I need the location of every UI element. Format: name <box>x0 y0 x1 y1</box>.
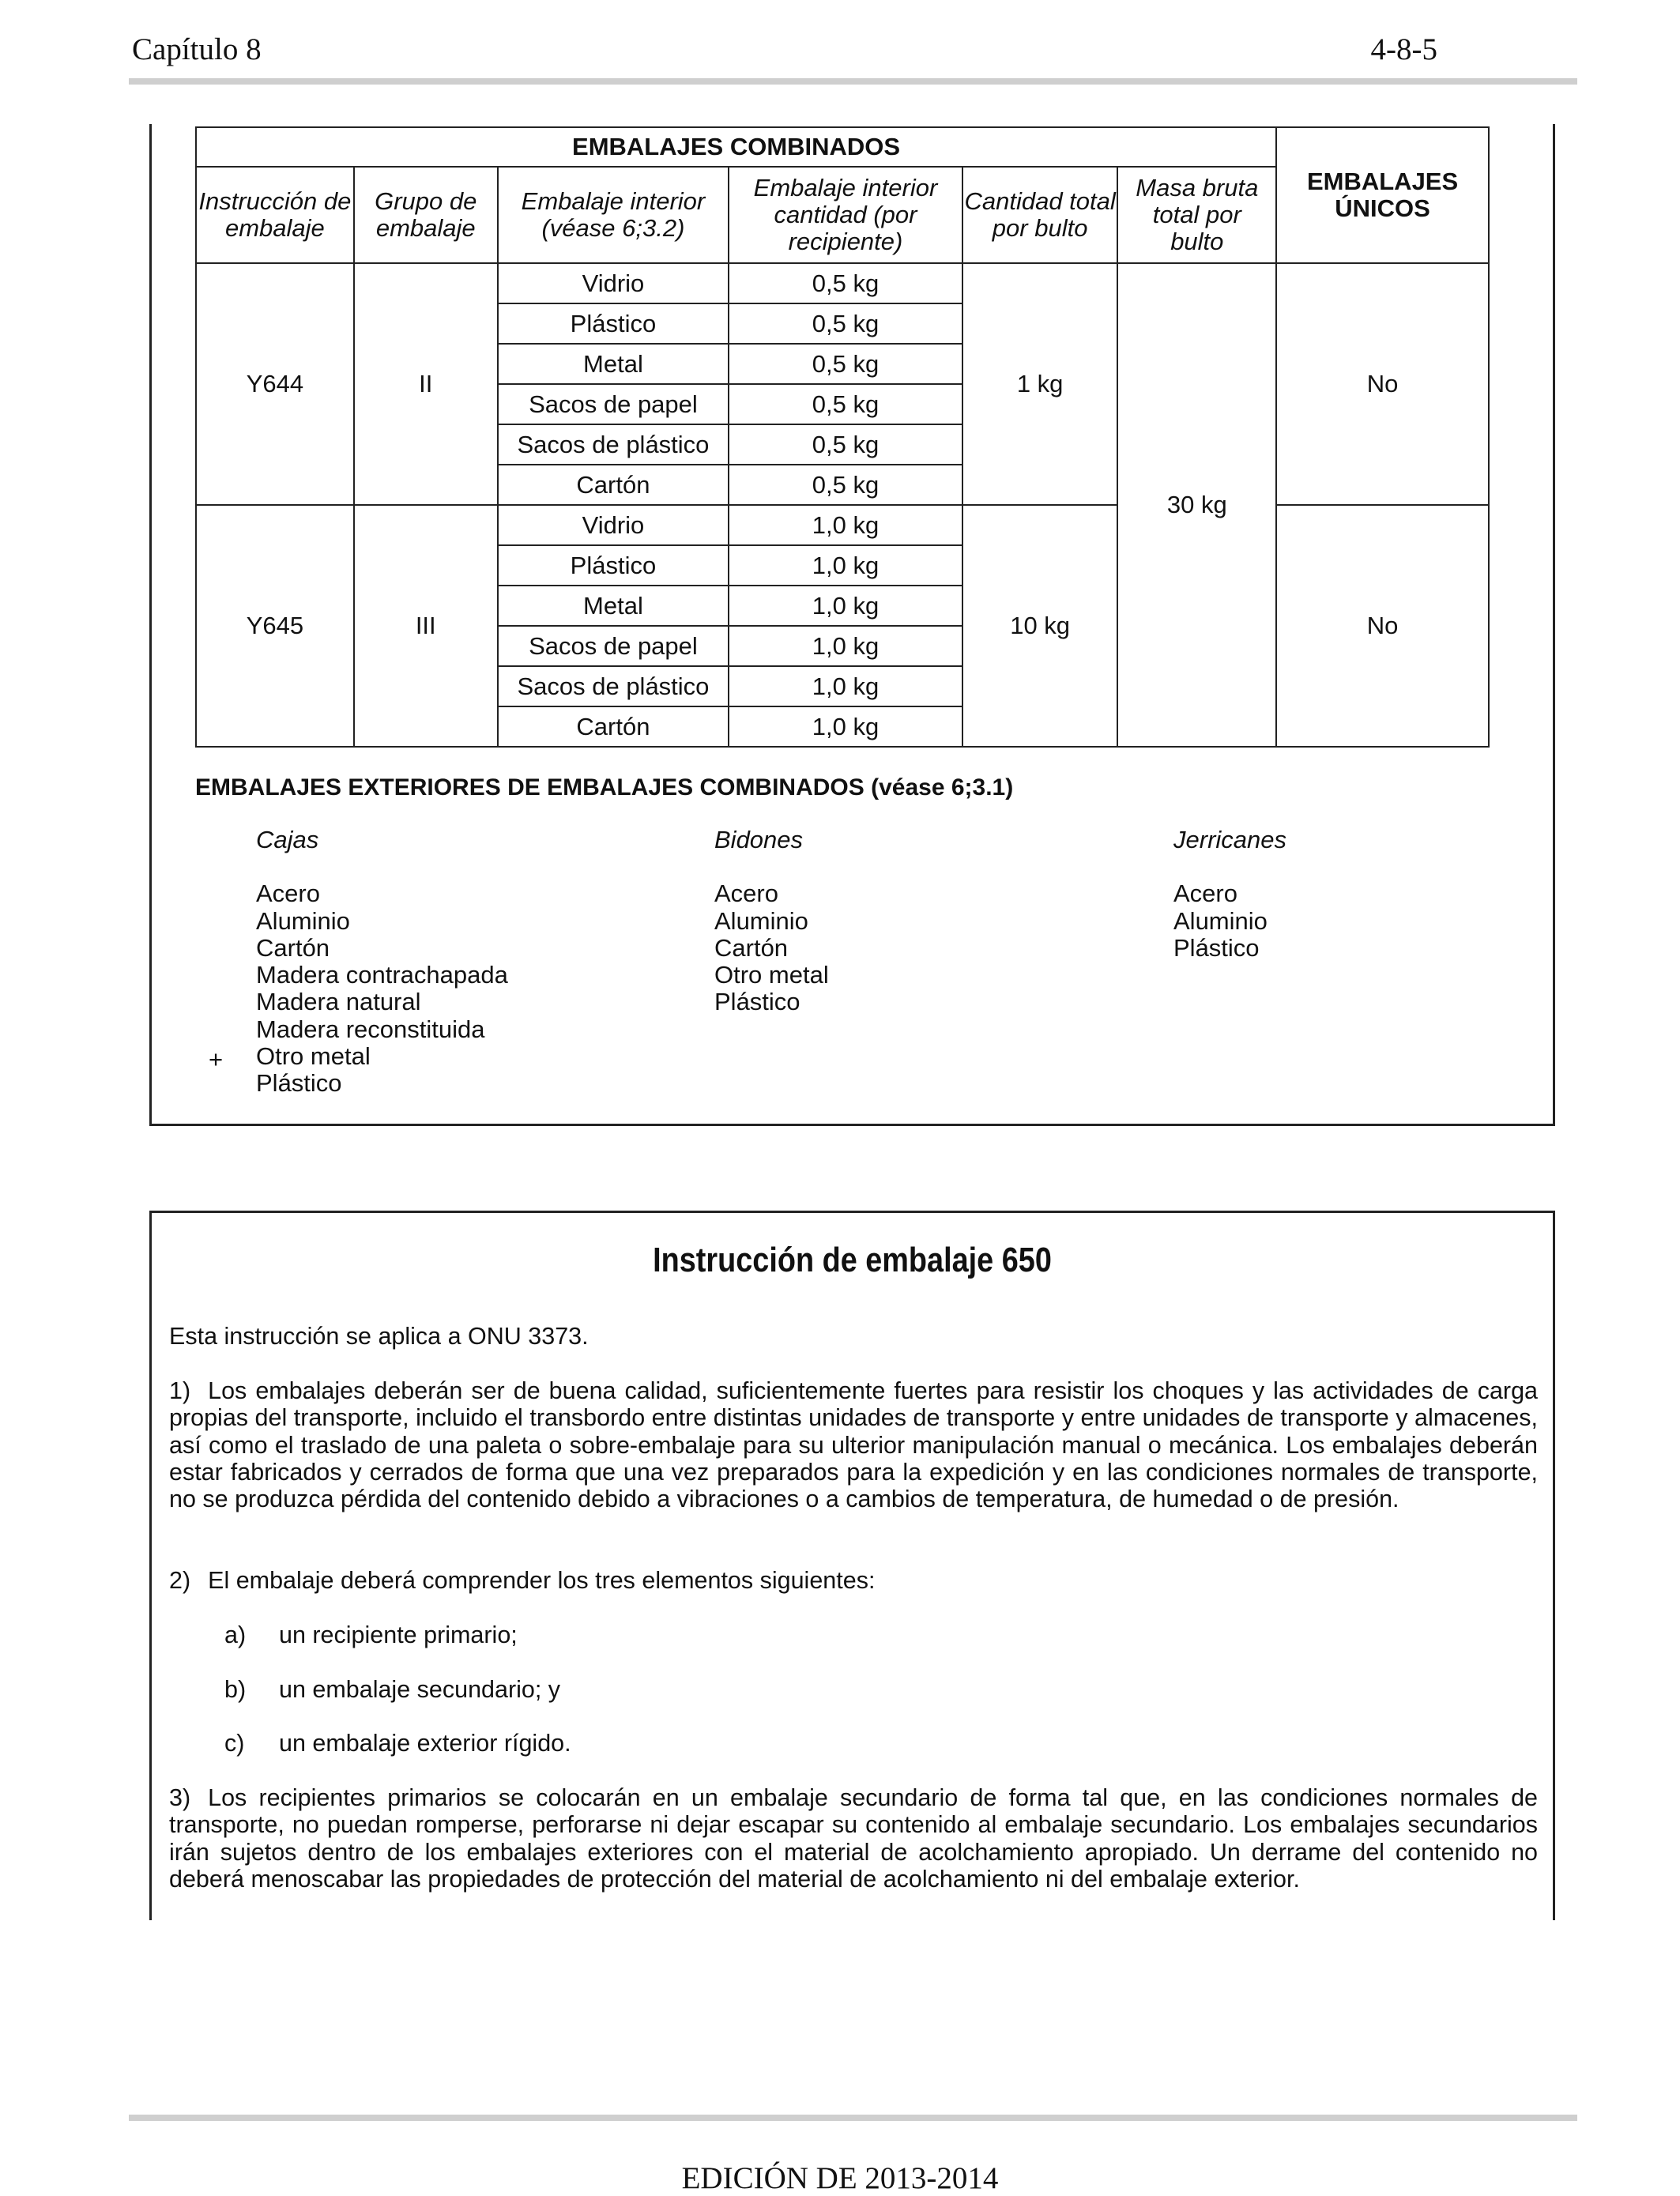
page-number: 4-8-5 <box>1370 32 1437 66</box>
list-item-label: a) <box>224 1622 247 1648</box>
list-item-text: un embalaje exterior rígido. <box>279 1730 571 1757</box>
material-cell: Plástico <box>498 545 729 586</box>
box-border-right <box>1553 1296 1555 1920</box>
quantity-cell: 1,0 kg <box>729 545 962 586</box>
outer-item: Aluminio <box>1173 906 1268 935</box>
single-packaging-cell: No <box>1276 505 1489 747</box>
single-packaging-header: EMBALAJES ÚNICOS <box>1276 127 1489 263</box>
quantity-cell: 1,0 kg <box>729 505 962 545</box>
col-header-inner-packaging: Embalaje interior (véase 6;3.2) <box>498 167 729 263</box>
single-packaging-cell: No <box>1276 263 1489 505</box>
quantity-cell: 1,0 kg <box>729 626 962 666</box>
quantity-cell: 0,5 kg <box>729 465 962 505</box>
col-header-instruction: Instrucción de embalaje <box>196 167 354 263</box>
quantity-cell: 0,5 kg <box>729 424 962 465</box>
quantity-cell: 1,0 kg <box>729 666 962 706</box>
paragraph-number: 1) <box>169 1377 191 1404</box>
outer-item: Cartón <box>714 933 789 962</box>
paragraph-1 <box>169 1377 1538 1512</box>
paragraph-3 <box>169 1784 1538 1893</box>
col-header-total-quantity: Cantidad total por bulto <box>962 167 1118 263</box>
outer-item: Plástico <box>714 988 800 1016</box>
material-cell: Cartón <box>498 706 729 747</box>
outer-item: Madera reconstituida <box>256 1015 485 1043</box>
material-cell: Metal <box>498 586 729 626</box>
quantity-cell: 0,5 kg <box>729 303 962 344</box>
group-cell: III <box>354 505 498 747</box>
outer-column-heading: Bidones <box>714 826 804 853</box>
quantity-cell: 0,5 kg <box>729 384 962 424</box>
material-cell: Metal <box>498 344 729 384</box>
outer-item: Acero <box>714 880 778 908</box>
combined-packaging-header: EMBALAJES COMBINADOS <box>196 127 1276 167</box>
material-cell: Sacos de papel <box>498 626 729 666</box>
outer-item: Acero <box>256 880 320 908</box>
total-quantity-cell: 10 kg <box>962 505 1118 747</box>
col-header-group: Grupo de embalaje <box>354 167 498 263</box>
list-item-label: c) <box>224 1730 245 1757</box>
paragraph-number: 3) <box>169 1784 191 1811</box>
paragraph-number: 2) <box>169 1567 191 1594</box>
material-cell: Vidrio <box>498 505 729 545</box>
packing-instruction-table <box>195 126 1490 748</box>
outer-column-jerricans <box>1173 827 1286 962</box>
outer-item: Aluminio <box>714 906 808 935</box>
list-item-text: un embalaje secundario; y <box>279 1676 561 1703</box>
outer-item: Otro metal <box>714 961 829 989</box>
quantity-cell: 1,0 kg <box>729 706 962 747</box>
outer-item: Otro metal <box>256 1042 371 1071</box>
amendment-marker: + <box>209 1045 224 1073</box>
material-cell: Sacos de plástico <box>498 666 729 706</box>
quantity-cell: 0,5 kg <box>729 344 962 384</box>
outer-item: Madera natural <box>256 988 421 1016</box>
outer-item: Acero <box>1173 880 1237 908</box>
box-border-left <box>149 1296 152 1920</box>
outer-column-heading: Jerricanes <box>1173 826 1286 853</box>
col-header-inner-quantity: Embalaje interior cantidad (por recipiente) <box>729 167 962 263</box>
material-cell: Vidrio <box>498 263 729 303</box>
paragraph-text: El embalaje deberá comprender los tres elementos siguientes: <box>208 1567 876 1594</box>
outer-item: Plástico <box>256 1069 342 1098</box>
paragraph-text: Los recipientes primarios se colocarán en un embalaje secundario de forma tal que, en las condiciones normales de transporte, no puedan romperse, perforarse ni dejar escapar su contenido al embalaje secundario. Los embalajes secundarios irán sujetos dentro de los embalajes exteriores con el material de acolchamiento apropiado. Un derrame del contenido no deberá menoscabar las propiedades de protección del material de acolchamiento ni del embalaje exterior. <box>169 1784 1538 1893</box>
outer-column-drums <box>714 827 829 1016</box>
material-cell: Sacos de plástico <box>498 424 729 465</box>
applies-to-text: Esta instrucción se aplica a ONU 3373. <box>169 1323 589 1350</box>
material-cell: Sacos de papel <box>498 384 729 424</box>
instruction-cell: Y645 <box>196 505 354 747</box>
quantity-cell: 0,5 kg <box>729 263 962 303</box>
gross-mass-cell: 30 kg <box>1117 263 1276 747</box>
outer-column-heading: Cajas <box>256 826 319 853</box>
list-item-label: b) <box>224 1676 247 1703</box>
total-quantity-cell: 1 kg <box>962 263 1118 505</box>
list-item-text: un recipiente primario; <box>279 1622 518 1648</box>
instruction-650-title: Instrucción de embalaje 650 <box>653 1241 1052 1279</box>
material-cell: Plástico <box>498 303 729 344</box>
quantity-cell: 1,0 kg <box>729 586 962 626</box>
group-cell: II <box>354 263 498 505</box>
outer-column-boxes <box>256 827 508 1098</box>
col-header-gross-mass: Masa bruta total por bulto <box>1117 167 1276 263</box>
outer-item: Aluminio <box>256 906 350 935</box>
paragraph-2 <box>169 1567 1538 1594</box>
outer-packagings-title: EMBALAJES EXTERIORES DE EMBALAJES COMBINADOS (véase 6;3.1) <box>195 774 1014 800</box>
edition-footer: EDICIÓN DE 2013-2014 <box>681 2161 999 2195</box>
outer-item: Madera contrachapada <box>256 961 508 989</box>
chapter-label: Capítulo 8 <box>132 32 262 66</box>
instruction-cell: Y644 <box>196 263 354 505</box>
header-rule <box>129 78 1577 85</box>
outer-item: Plástico <box>1173 933 1260 962</box>
material-cell: Cartón <box>498 465 729 505</box>
footer-rule <box>129 2115 1577 2121</box>
outer-item: Cartón <box>256 933 330 962</box>
paragraph-text: Los embalajes deberán ser de buena calidad, suficientemente fuertes para resistir los choques y las actividades de carga propias del transporte, incluido el transbordo entre distintas unidades de transporte y entre unidades de transporte y almacenes, así como el traslado de una paleta o sobre-embalaje para su ulterior manipulación manual o mecánica. Los embalajes deberán estar fabricados y cerrados de forma que una vez preparados para la expedición y en las condiciones normales de transporte, no se produzca pérdida del contenido debido a vibraciones o a cambios de temperatura, de humedad o de presión. <box>169 1377 1538 1513</box>
